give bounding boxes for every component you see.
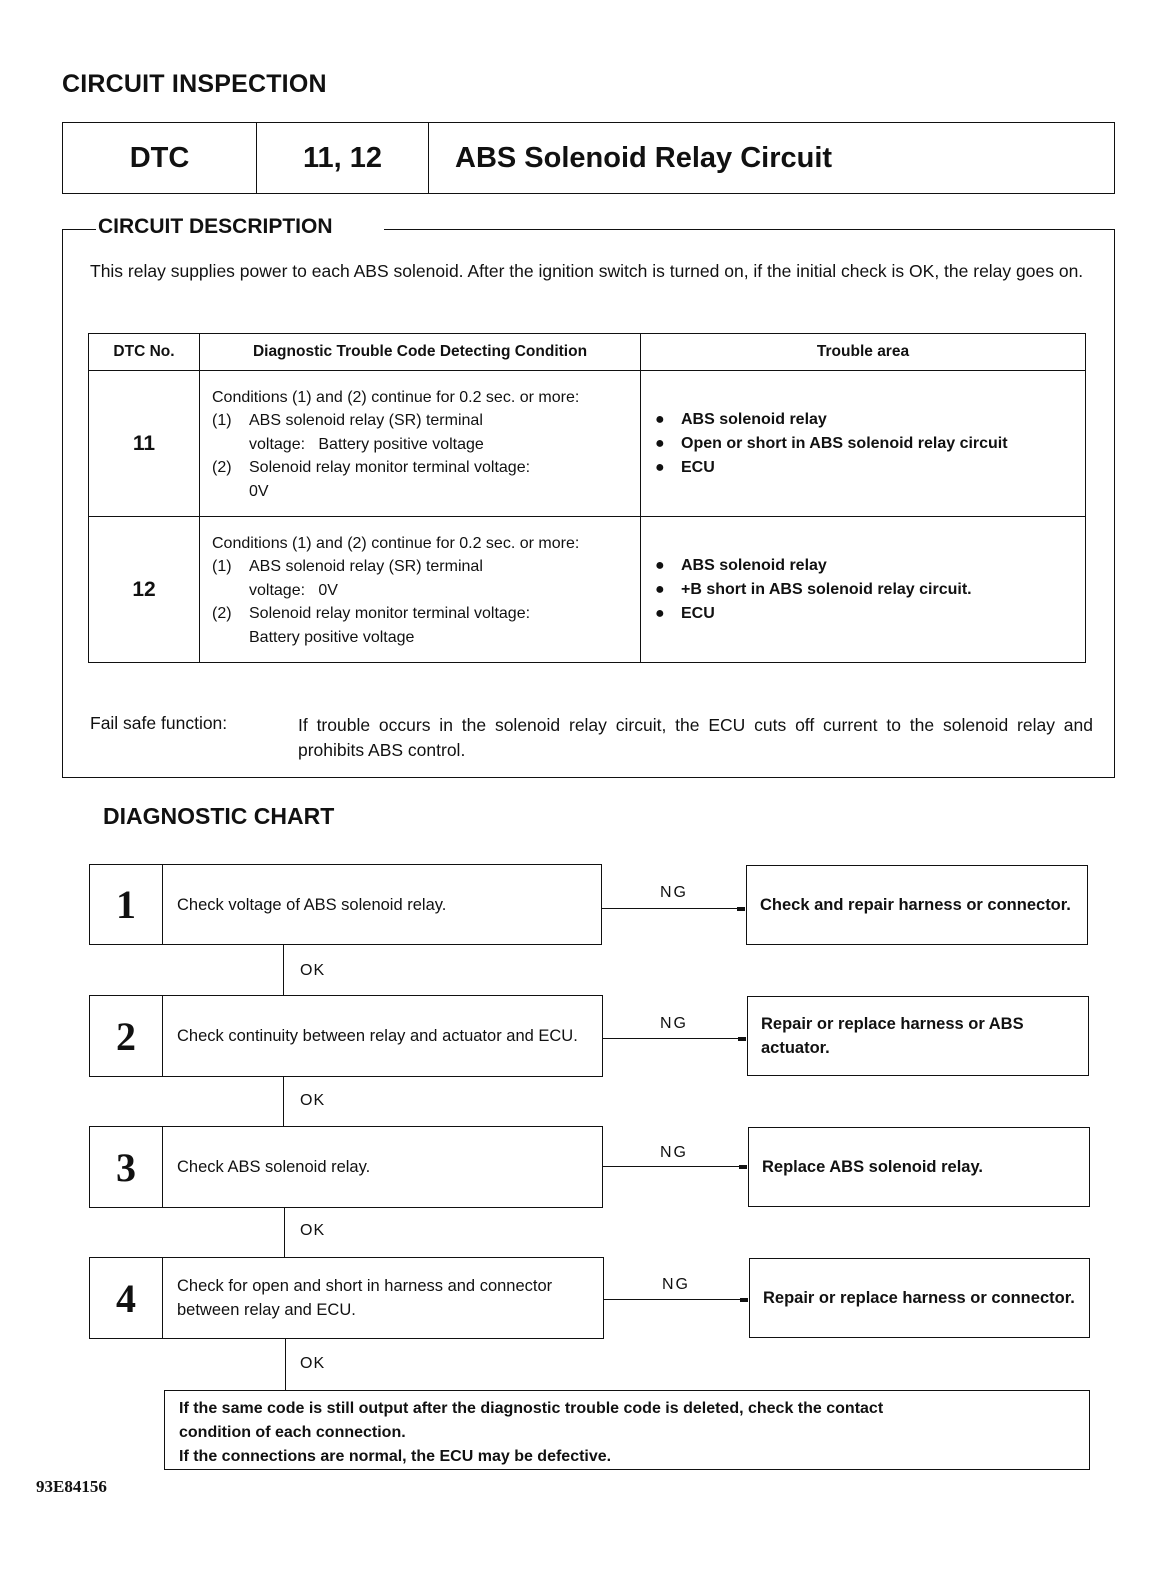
arrow-right-icon	[737, 907, 745, 911]
final-note	[164, 1390, 1090, 1470]
fail-safe-label: Fail safe function:	[90, 713, 228, 733]
column-header-trouble-area: Trouble area	[641, 334, 1086, 371]
ok-label: OK	[300, 1355, 326, 1372]
list-item	[651, 554, 1084, 578]
ng-label: NG	[660, 884, 688, 901]
step-number: 4	[90, 1258, 163, 1338]
list-item	[651, 456, 1084, 480]
arrow-right-icon	[739, 1165, 747, 1169]
ok-label: OK	[300, 962, 326, 979]
column-header-dtc-no: DTC No.	[89, 334, 200, 371]
bullet-icon: ●	[655, 458, 665, 476]
condition-intro: Conditions (1) and (2) continue for 0.2 sec. or more:	[212, 534, 580, 552]
table-row	[89, 517, 1086, 663]
trouble-area-text: ECU	[681, 458, 715, 476]
document-code: 93E84156	[36, 1477, 107, 1496]
step-number: 3	[90, 1127, 163, 1207]
ng-action-2: Repair or replace harness or ABS actuator.	[747, 996, 1089, 1076]
ng-connector-line	[603, 1299, 748, 1300]
trouble-area	[641, 517, 1086, 663]
ok-label: OK	[300, 1092, 326, 1109]
bullet-icon: ●	[655, 604, 665, 622]
bullet-icon: ●	[655, 580, 665, 598]
list-item	[651, 408, 1084, 432]
flow-step-4	[89, 1257, 604, 1339]
step-number: 1	[90, 865, 163, 944]
ok-connector-line	[284, 1207, 285, 1258]
trouble-area-text: ECU	[681, 604, 715, 622]
condition-text: ABS solenoid relay (SR) terminal	[249, 558, 483, 576]
condition-text: 0V	[249, 482, 269, 500]
condition-intro: Conditions (1) and (2) continue for 0.2 sec. or more:	[212, 388, 580, 406]
condition-number: (2)	[212, 605, 232, 623]
condition-item	[212, 555, 630, 579]
fail-safe-text: If trouble occurs in the solenoid relay circuit, the ECU cuts off current to the solenoid relay and prohibits ABS control.	[298, 715, 1093, 760]
dtc-number: 12	[89, 517, 200, 663]
step-text: Check for open and short in harness and connector between relay and ECU.	[177, 1277, 553, 1319]
ng-connector-line	[602, 1166, 747, 1167]
condition-item	[212, 602, 630, 626]
circuit-description-text: This relay supplies power to each ABS solenoid. After the ignition switch is turned on, if the initial check is OK, the relay goes on.	[90, 261, 1084, 281]
dtc-label: DTC	[63, 123, 257, 193]
ng-label: NG	[660, 1144, 688, 1161]
ng-action-4: Repair or replace harness or connector.	[749, 1258, 1090, 1338]
list-item	[651, 602, 1084, 626]
trouble-area-text: +B short in ABS solenoid relay circuit.	[681, 580, 972, 598]
flow-step-2	[89, 995, 603, 1077]
condition-number: (1)	[212, 558, 232, 576]
table-row	[89, 371, 1086, 517]
detecting-condition	[200, 371, 641, 517]
final-note-line: If the connections are normal, the ECU may be defective.	[179, 1448, 612, 1465]
bullet-icon: ●	[655, 410, 665, 428]
ng-action-1: Check and repair harness or connector.	[746, 865, 1088, 945]
detecting-condition	[200, 517, 641, 663]
diagnostic-chart-title: DIAGNOSTIC CHART	[103, 803, 335, 829]
section-title: CIRCUIT INSPECTION	[62, 70, 327, 98]
ok-label: OK	[300, 1222, 326, 1239]
ng-connector-line	[601, 908, 745, 909]
table-header-row	[89, 334, 1086, 371]
condition-text: ABS solenoid relay (SR) terminal	[249, 412, 483, 430]
condition-item	[212, 409, 630, 433]
frame-divider	[384, 229, 1114, 230]
condition-number: (1)	[212, 412, 232, 430]
condition-text: voltage: Battery positive voltage	[249, 435, 484, 453]
step-text: Check voltage of ABS solenoid relay.	[177, 895, 447, 914]
list-item	[651, 578, 1084, 602]
dtc-table	[88, 333, 1086, 663]
dtc-title: ABS Solenoid Relay Circuit	[455, 141, 833, 174]
step-text: Check continuity between relay and actuator and ECU.	[177, 1027, 578, 1045]
condition-text: voltage: 0V	[249, 581, 338, 599]
ng-label: NG	[662, 1276, 690, 1293]
ng-label: NG	[660, 1015, 688, 1032]
final-note-line: If the same code is still output after the diagnostic trouble code is deleted, check the contact	[179, 1400, 884, 1417]
dtc-number: 11	[89, 371, 200, 517]
ok-connector-line	[285, 1338, 286, 1391]
trouble-area	[641, 371, 1086, 517]
step-number: 2	[90, 996, 163, 1076]
arrow-right-icon	[738, 1037, 746, 1041]
bullet-icon: ●	[655, 434, 665, 452]
condition-item	[212, 456, 630, 480]
arrow-right-icon	[740, 1298, 748, 1302]
trouble-area-text: ABS solenoid relay	[681, 410, 827, 428]
column-header-condition: Diagnostic Trouble Code Detecting Condition	[200, 334, 641, 371]
step-text: Check ABS solenoid relay.	[177, 1158, 371, 1176]
condition-text: Solenoid relay monitor terminal voltage:	[249, 459, 531, 477]
ng-connector-line	[602, 1038, 746, 1039]
trouble-area-text: Open or short in ABS solenoid relay circuit	[681, 434, 1008, 452]
list-item	[651, 432, 1084, 456]
condition-text: Solenoid relay monitor terminal voltage:	[249, 605, 531, 623]
frame-divider	[62, 229, 96, 230]
circuit-description-title: CIRCUIT DESCRIPTION	[98, 215, 333, 238]
flow-step-1	[89, 864, 602, 945]
ok-connector-line	[283, 1076, 284, 1127]
dtc-codes: 11, 12	[257, 123, 429, 193]
condition-text: Battery positive voltage	[249, 628, 415, 646]
flow-step-3	[89, 1126, 603, 1208]
final-note-line: condition of each connection.	[179, 1424, 406, 1441]
ng-action-3: Replace ABS solenoid relay.	[748, 1127, 1090, 1207]
trouble-area-text: ABS solenoid relay	[681, 556, 827, 574]
ok-connector-line	[283, 944, 284, 996]
bullet-icon: ●	[655, 556, 665, 574]
dtc-header	[62, 122, 1115, 194]
condition-number: (2)	[212, 459, 232, 477]
